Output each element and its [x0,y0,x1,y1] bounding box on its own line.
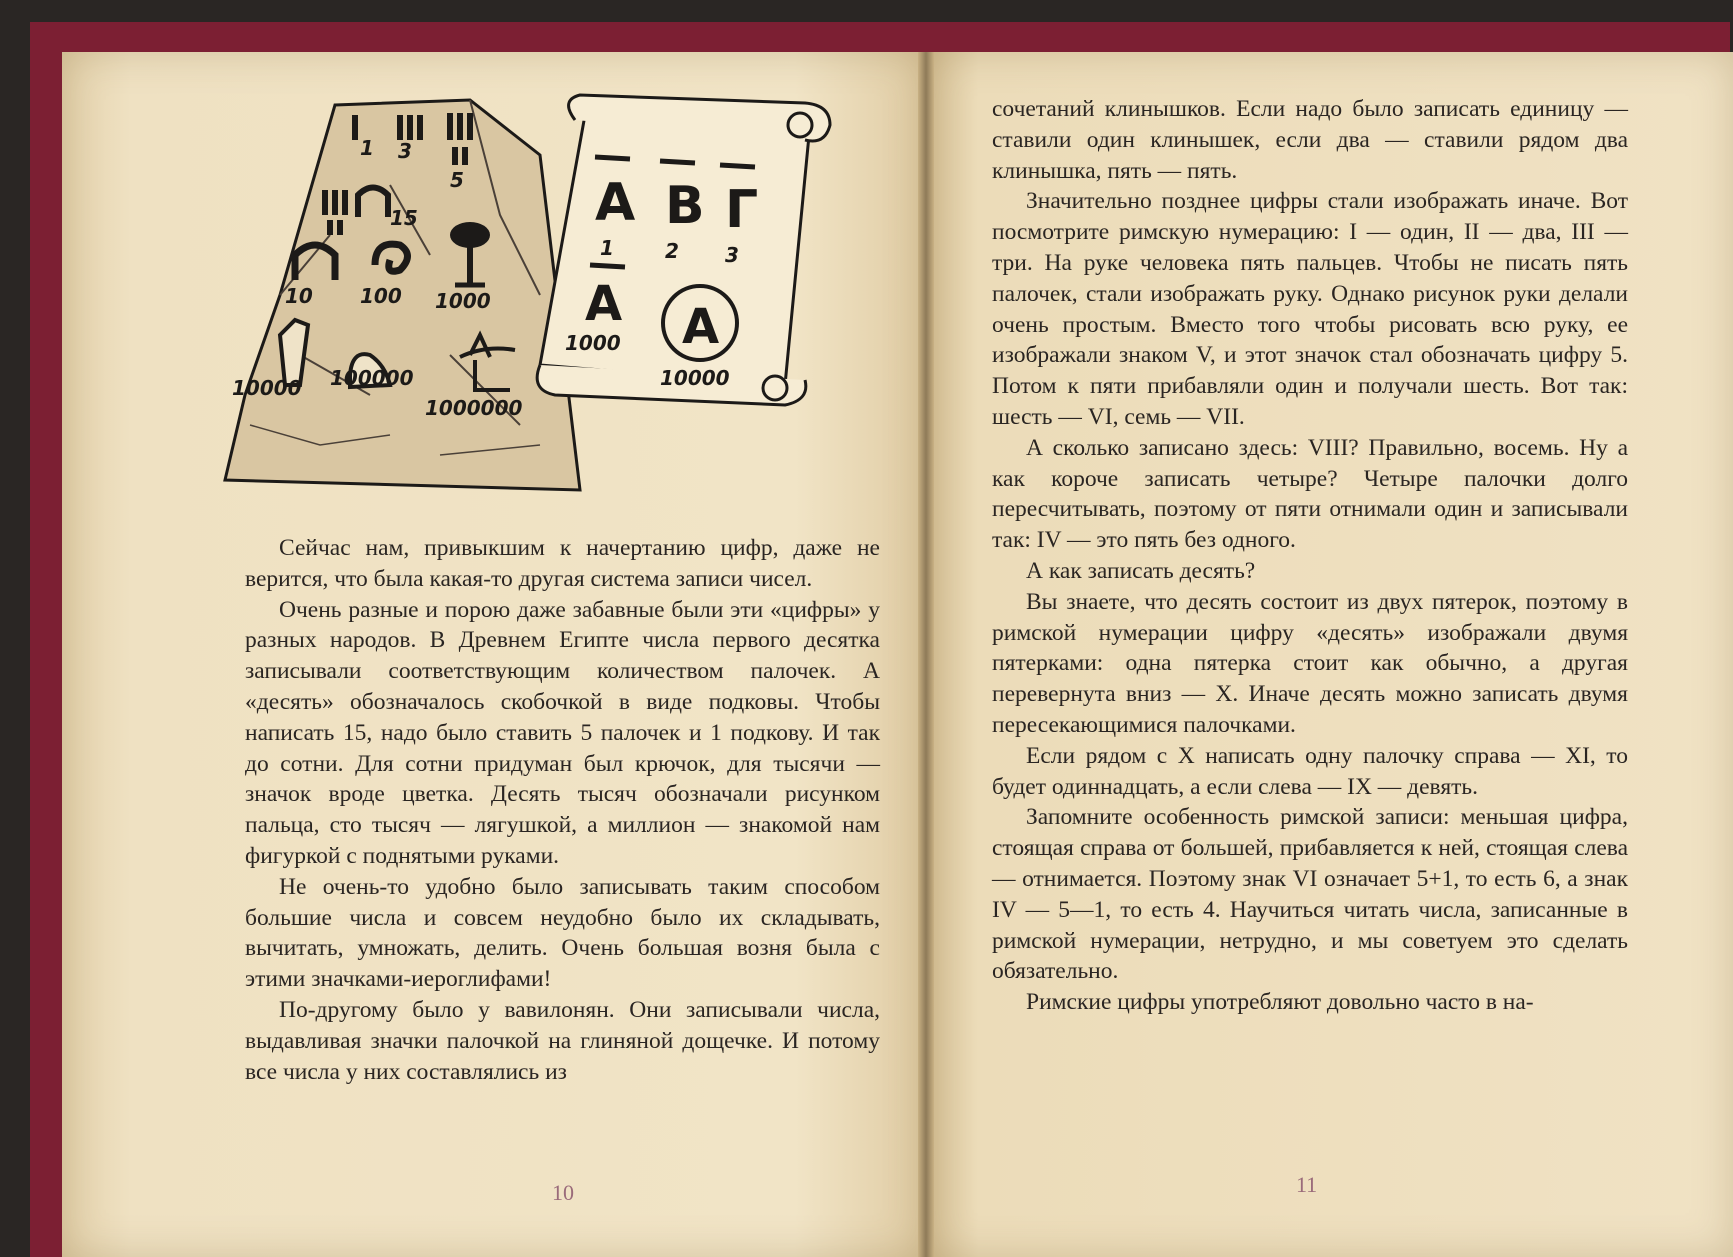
stone-label-1: 1 [360,136,374,160]
scroll-letter-g: Г [725,180,759,240]
scroll-circled-letter: А [682,299,720,355]
stone-label-15: 15 [390,206,418,230]
stone-label-100000: 100000 [330,366,414,390]
page-number-left: 10 [552,1180,574,1205]
paragraph: Запомните особенность римской записи: меньшая цифра, стоящая справа от большей, прибавляется к ней, стоящая слева — отнимается. Поэтому знак VI означает 5+1, то есть 6, а знак IV — 5—1, то есть 4. Научиться читать числа, записанные в римской нумерации, нетрудно, и мы советуем это сделать обязательно. [992,804,1628,985]
left-page-text [245,533,880,1087]
stone-label-5: 5 [450,168,464,192]
paragraph: Не очень-то удобно было записывать таким способом большие числа и совсем неудобно было их складывать, вычитать, умножать, делить. Очень большая возня была с этими значками-иероглифами! [245,873,880,993]
scroll-letter-a-thousand: А [585,276,623,332]
scroll-label-10000: 10000 [660,366,730,390]
paragraph: Вы знаете, что десять состоит из двух пятерок, поэтому в римской нумерации цифру «десять» изображали двумя пятерками: одна пятерка стоит как обычно, а другая перевернута вниз — X. Иначе десять можно записать двумя пересекающимися палочками. [992,588,1628,738]
paragraph: Значительно позднее цифры стали изображать иначе. Вот посмотрите римскую нумерацию: I — один, II — два, III — три. На руке человека пять пальцев. Чтобы не писать пять палочек, стали изображать руку. Однако рисунок руки делали очень простым. Вместо того чтобы рисовать всю руку, ее изображали знаком V, и этот значок стал обозначать цифру 5. Потом к пяти прибавляли один и получали шесть. Вот так: шесть — VI, семь — VII. [992,188,1628,430]
paragraph: Очень разные и порою даже забавные были эти «цифры» у разных народов. В Древнем Египте числа первого десятка записывали соответствующим количеством палочек. А «десять» обозначалось скобочкой в виде подковы. Чтобы написать 15, надо было ставить 5 палочек и 1 подкову. И так до сотни. Для сотни придуман был крючок, для тысячи — значок вроде цветка. Десять тысяч обозначали рисунком пальца, сто тысяч — лягушкой, а миллион — знакомой нам фигуркой с поднятыми руками. [245,596,880,869]
right-page-text [992,94,1628,1018]
scroll-letter-v: В [665,176,705,236]
stone-label-10: 10 [285,284,313,308]
paragraph: А сколько записано здесь: VIII? Правильно, восемь. Ну а как короче записать четыре? Четыре палочки долго пересчитывать, поэтому от пяти отнимали один и записывали так: IV — это пять без одного. [992,434,1628,554]
stone-label-100: 100 [360,284,402,308]
scroll-label-2: 2 [665,239,679,263]
numerals-illustration [232,95,920,495]
paragraph: Если рядом с X написать одну палочку справа — XI, то будет одиннадцать, а если слева — IX — девять. [992,742,1628,800]
paragraph-continuation: сочетаний клинышков. Если надо было записать единицу — ставили один клинышек, если два — ставили рядом два клинышка, пять — пять. [992,96,1628,184]
stone-label-1000: 1000 [435,289,491,313]
page-number-right: 11 [1296,1172,1318,1197]
stone-label-3: 3 [398,139,412,163]
paragraph: Сейчас нам, привыкшим к начертанию цифр, даже не верится, что была какая-то другая система записи чисел. [245,535,880,592]
stone-label-1000000: 1000000 [425,396,523,420]
paragraph: По-другому было у вавилонян. Они записывали числа, выдавливая значки палочкой на глиняной дощечке. И потому все числа у них составлялись из [245,996,880,1085]
scroll-label-1: 1 [600,236,614,260]
stone-label-10000: 10000 [232,376,302,400]
scroll-label-3: 3 [725,243,739,267]
paragraph: Римские цифры употребляют довольно часто в на- [1026,989,1534,1016]
scroll-letter-a: А [595,173,636,233]
paragraph: А как записать десять? [1026,557,1256,584]
stone-tablet [225,100,580,490]
scroll [537,95,830,405]
scroll-label-1000: 1000 [565,331,621,355]
book-gutter [918,52,934,1257]
